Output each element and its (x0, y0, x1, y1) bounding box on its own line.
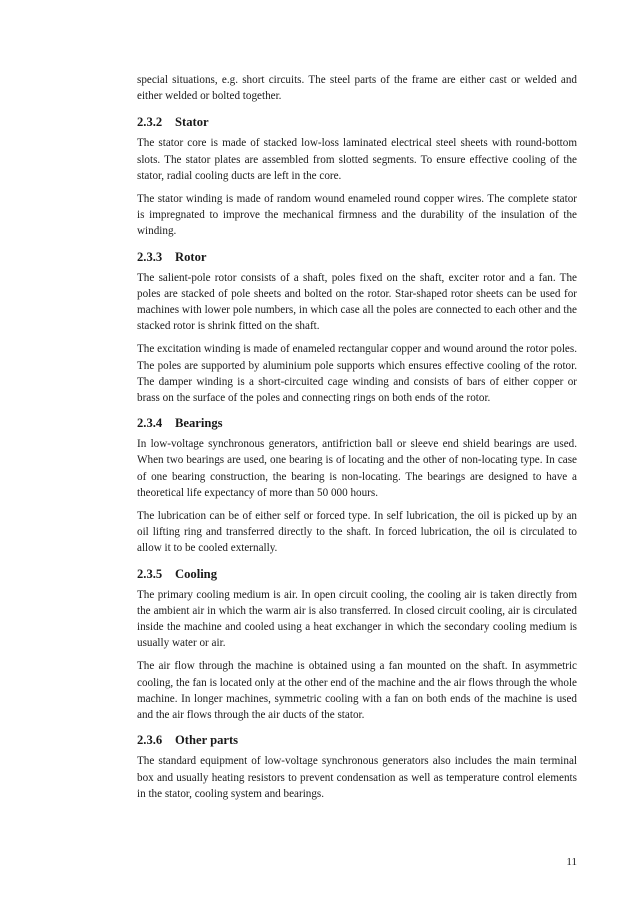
section-number: 2.3.3 (137, 249, 163, 264)
section-heading (137, 249, 577, 265)
section-paragraph: The air flow through the machine is obtained using a fan mounted on the shaft. In asymmetric cooling, the fan is located only at the other end of the machine and the air flows through the whole machine. In longer machines, symmetric cooling with a fan on both ends of the machine is used and the air flows through the air ducts of the stator. (137, 660, 577, 722)
section-title: Other parts (175, 733, 239, 748)
section-heading (137, 566, 577, 582)
intro-paragraph: special situations, e.g. short circuits. The steel parts of the frame are either cast or welded and either welded or bolted together. (137, 74, 577, 103)
section-number: 2.3.6 (137, 733, 163, 748)
section-title: Cooling (175, 566, 217, 581)
section-heading (137, 732, 577, 748)
section-heading (137, 415, 577, 431)
section-stator (137, 114, 577, 239)
section-paragraph: In low-voltage synchronous generators, antifriction ball or sleeve end shield bearings are used. When two bearings are used, one bearing is of locating and the other of non-locating type. In case of one bearing construction, the bearing is non-locating. The bearings are designed to have a theoretical life expectancy of more than 50 000 hours. (137, 438, 577, 499)
section-paragraph: The salient-pole rotor consists of a shaft, poles fixed on the shaft, exciter rotor and a fan. The poles are stacked of pole sheets and bolted on the rotor. Star-shaped rotor sheets can be used for machines with lower pole numbers, in which case all the poles are connected to each other and the stacked rotor is shrink fitted on the shaft. (137, 271, 577, 333)
section-rotor (137, 249, 577, 407)
section-paragraph: The lubrication can be of either self or forced type. In self lubrication, the oil is picked up by an oil lifting ring and transferred directly to the shaft. In forced lubrication, the oil is circulated to allow it to be cooled externally. (137, 510, 577, 555)
section-title: Bearings (175, 416, 223, 431)
section-other-parts (137, 732, 577, 802)
section-paragraph: The standard equipment of low-voltage synchronous generators also includes the main terminal box and usually heating resistors to prevent condensation as well as temperature control elements in the stator, cooling system and bearings. (137, 755, 577, 800)
section-paragraph: The stator winding is made of random wound enameled round copper wires. The complete stator is impregnated to improve the mechanical firmness and the durability of the insulation of the winding. (137, 193, 577, 238)
section-title: Rotor (175, 249, 207, 264)
section-heading (137, 114, 577, 130)
page-content (137, 72, 577, 809)
section-paragraph: The primary cooling medium is air. In open circuit cooling, the cooling air is taken directly from the ambient air in which the warm air is also transferred. In closed circuit cooling, air is circulated inside the machine and cooled using a heat exchanger in which the secondary cooling medium is usually water or air. (137, 588, 577, 650)
section-paragraph: The excitation winding is made of enameled rectangular copper and wound around the rotor poles. The poles are supported by aluminium pole supports which ensures effective cooling of the rotor. The damper winding is a short-circuited cage winding and consists of bars of either copper or brass on the surface of the poles and connecting rings on both ends of the rotor. (137, 343, 577, 405)
section-title: Stator (175, 115, 209, 130)
section-cooling (137, 566, 577, 724)
section-number: 2.3.5 (137, 566, 163, 581)
section-number: 2.3.2 (137, 115, 163, 130)
section-number: 2.3.4 (137, 416, 163, 431)
section-paragraph: The stator core is made of stacked low-loss laminated electrical steel sheets with round-bottom slots. The stator plates are assembled from slotted segments. To ensure effective cooling of the stator, radial cooling ducts are left in the core. (137, 137, 577, 182)
section-bearings (137, 415, 577, 556)
page-number: 11 (566, 856, 577, 868)
